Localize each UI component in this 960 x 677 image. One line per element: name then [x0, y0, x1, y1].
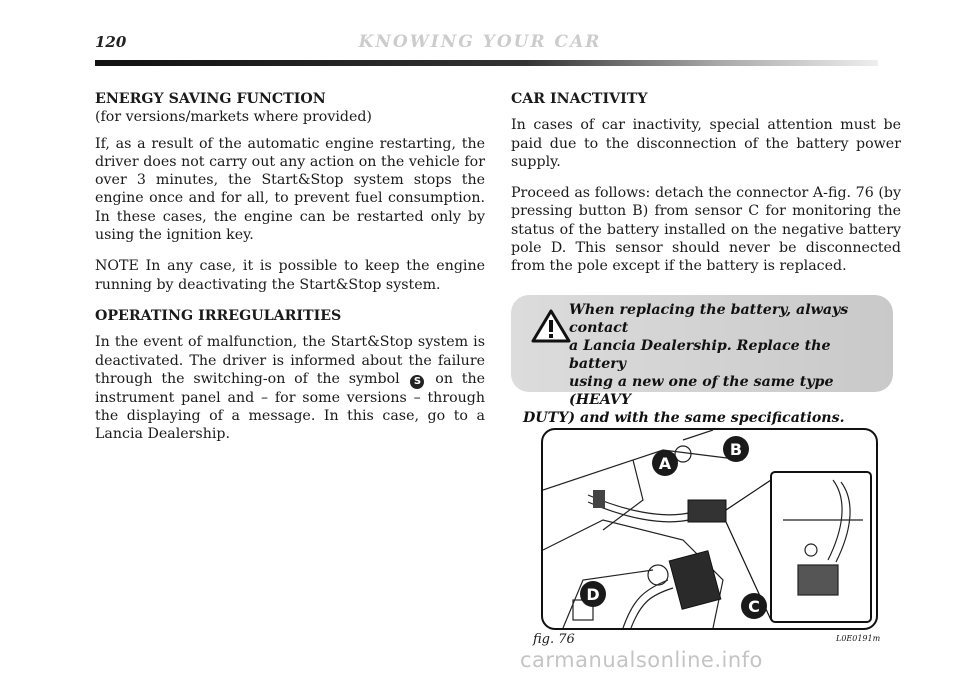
car-inactivity-paragraph-1: In cases of car inactivity, special attention must be paid due to the disconnection of the battery power supply. — [511, 117, 901, 170]
warning-line-1: When replacing the battery, always contact — [569, 302, 849, 336]
figure-label-a: A — [658, 454, 672, 473]
figure-caption: fig. 76 — [533, 632, 575, 647]
car-inactivity-heading: CAR INACTIVITY — [511, 91, 648, 107]
warning-box — [511, 295, 893, 426]
figure-label-b-badge — [723, 436, 749, 462]
right-column — [511, 90, 901, 289]
energy-saving-paragraph: If, as a result of the automatic engine restarting, the driver does not carry out any action on the vehicle for over 3 minutes, the Start&Stop system stops the engine once and for all, to prevent fuel consumption. In these cases, the engine can be restarted only by using the ignition key. — [95, 135, 485, 244]
figure-label-d: D — [586, 585, 600, 604]
warning-line-4: DUTY) and with the same specifications. — [523, 410, 845, 426]
header-rule — [95, 60, 878, 66]
watermark-text: carmanualsonline.info — [520, 648, 763, 672]
irregularities-paragraph — [95, 333, 485, 443]
battery-sensor-illustration — [543, 430, 876, 628]
figure-label-a-badge — [652, 450, 678, 476]
warning-line-3: using a new one of the same type (HEAVY — [569, 374, 834, 408]
section-title: KNOWING YOUR CAR — [358, 32, 602, 52]
left-column — [95, 90, 485, 457]
irregularities-text-after: on the instrument panel and – for some versions – through the displaying of a message. In this case, go to a Lancia Dealership. — [95, 370, 486, 443]
irregularities-text-before: In the event of malfunction, the Start&Stop system is deactivated. The driver is informed about the failure through the switching-on of the symbol — [95, 334, 485, 387]
battery-sensor-figure — [541, 428, 878, 630]
page-number: 120 — [95, 33, 127, 51]
energy-saving-heading: ENERGY SAVING FUNCTION — [95, 91, 326, 107]
figure-code: L0E0191m — [836, 634, 881, 643]
car-inactivity-paragraph-2: Proceed as follows: detach the connector A-fig. 76 (by pressing button B) from sensor C for monitoring the status of the battery installed on the negative battery pole D. This sensor should never be disconnected from the pole except if the battery is replaced. — [511, 185, 901, 275]
figure-label-c-badge — [741, 593, 767, 619]
figure-label-d-badge — [580, 581, 606, 607]
energy-saving-note: NOTE In any case, it is possible to keep the engine running by deactivating the Start&Stop system. — [95, 258, 485, 293]
warning-line-2: a Lancia Dealership. Replace the battery — [569, 338, 831, 372]
energy-saving-subheading: (for versions/markets where provided) — [95, 109, 372, 126]
figure-label-b: B — [729, 440, 743, 459]
warning-text — [523, 301, 881, 427]
start-stop-failure-icon: S — [410, 375, 424, 389]
figure-label-c: C — [748, 597, 760, 616]
irregularities-heading: OPERATING IRREGULARITIES — [95, 307, 342, 324]
